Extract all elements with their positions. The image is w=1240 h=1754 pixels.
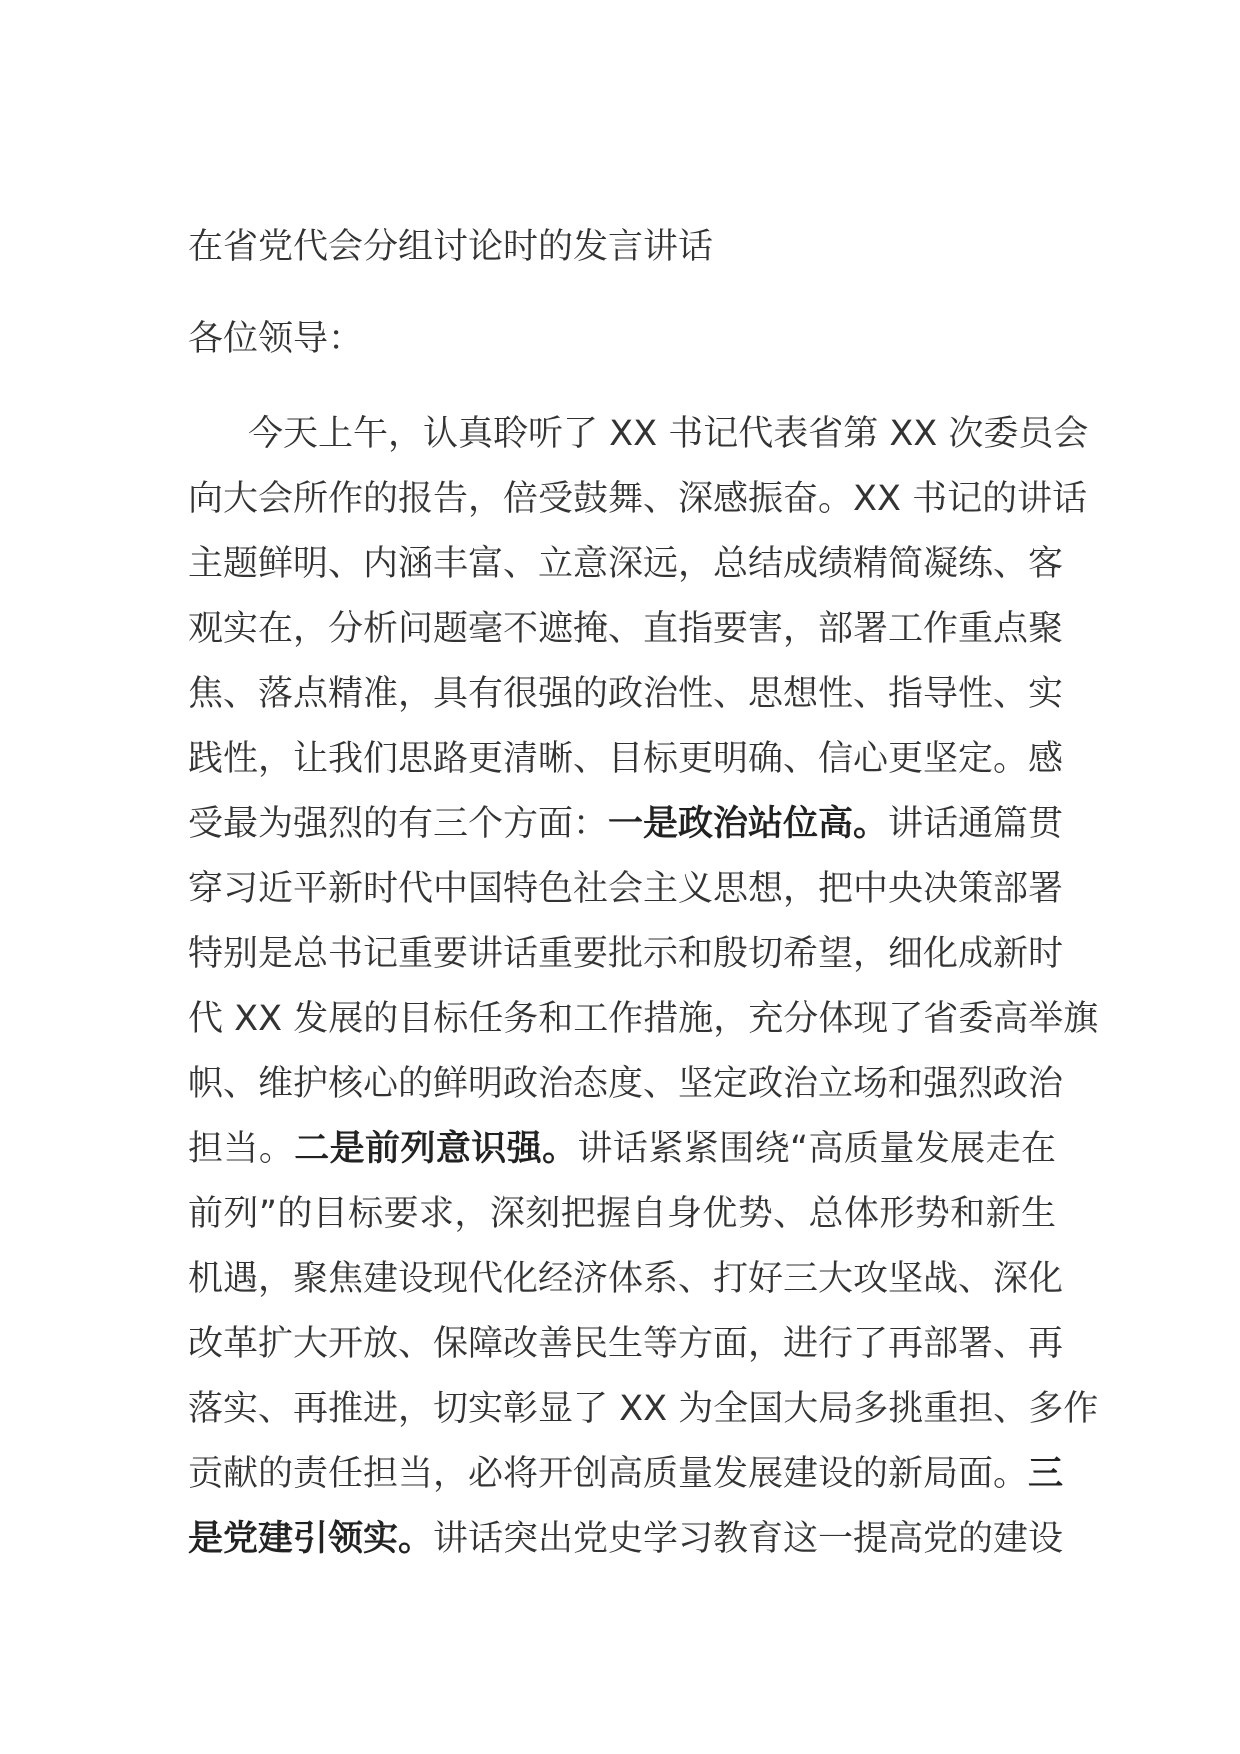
text-segment: 前列”的目标要求，深刻把握自身优势、总体形势和新生 [188, 1194, 1056, 1234]
text-segment: 代 XX 发展的目标任务和工作措施，充分体现了省委高举旗 [188, 999, 1099, 1039]
bold-text-segment: 二是前列意识强。 [294, 1129, 578, 1169]
body-line [188, 597, 1064, 662]
body-paragraph [188, 402, 1099, 1572]
text-segment: 践性，让我们思路更清晰、目标更明确、信心更坚定。感 [188, 739, 1064, 779]
body-line [188, 987, 1099, 1052]
body-line [188, 467, 1088, 532]
text-segment: 贡献的责任担当，必将开创高质量发展建设的新局面。 [188, 1454, 1029, 1494]
body-line [188, 402, 1089, 467]
text-segment: 观实在，分析问题毫不遮掩、直指要害，部署工作重点聚 [188, 609, 1064, 649]
text-segment: 今天上午，认真聆听了 XX 书记代表省第 XX 次委员会 [248, 414, 1089, 454]
text-segment: 特别是总书记重要讲话重要批示和殷切希望，细化成新时 [188, 934, 1064, 974]
text-segment: 机遇，聚焦建设现代化经济体系、打好三大攻坚战、深化 [188, 1259, 1064, 1299]
body-line [188, 792, 1064, 857]
text-segment: 焦、落点精准，具有很强的政治性、思想性、指导性、实 [188, 674, 1064, 714]
body-line [188, 1507, 1064, 1572]
body-line [188, 1312, 1064, 1377]
text-segment: 向大会所作的报告，倍受鼓舞、深感振奋。XX 书记的讲话 [188, 479, 1088, 519]
text-segment: 受最为强烈的有三个方面： [188, 804, 609, 844]
body-line [188, 922, 1064, 987]
body-line [188, 1377, 1099, 1442]
text-segment: 穿习近平新时代中国特色社会主义思想，把中央决策部署 [188, 869, 1064, 909]
body-line [188, 1442, 1064, 1507]
body-line [188, 532, 1064, 597]
document-title: 在省党代会分组讨论时的发言讲话 [188, 227, 714, 267]
body-line [188, 1247, 1064, 1312]
text-segment: 讲话突出党史学习教育这一提高党的建设 [433, 1519, 1064, 1559]
bold-text-segment: 是党建引领实。 [188, 1519, 434, 1559]
text-segment: 主题鲜明、内涵丰富、立意深远，总结成绩精简凝练、客 [188, 544, 1064, 584]
text-segment: 讲话通篇贯 [888, 804, 1064, 844]
text-segment: 帜、维护核心的鲜明政治态度、坚定政治立场和强烈政治 [188, 1064, 1064, 1104]
text-segment: 落实、再推进，切实彰显了 XX 为全国大局多挑重担、多作 [188, 1389, 1099, 1429]
bold-text-segment: 三 [1028, 1454, 1064, 1494]
body-line [188, 1182, 1056, 1247]
body-line [188, 662, 1064, 727]
salutation: 各位领导： [188, 319, 364, 359]
body-line [188, 1052, 1064, 1117]
body-line [188, 1117, 1056, 1182]
body-line [188, 727, 1064, 792]
bold-text-segment: 一是政治站位高。 [608, 804, 889, 844]
text-segment: 担当。 [188, 1129, 295, 1169]
text-segment: 改革扩大开放、保障改善民生等方面，进行了再部署、再 [188, 1324, 1064, 1364]
text-segment: 讲话紧紧围绕“高质量发展走在 [577, 1129, 1056, 1169]
body-line [188, 857, 1064, 922]
